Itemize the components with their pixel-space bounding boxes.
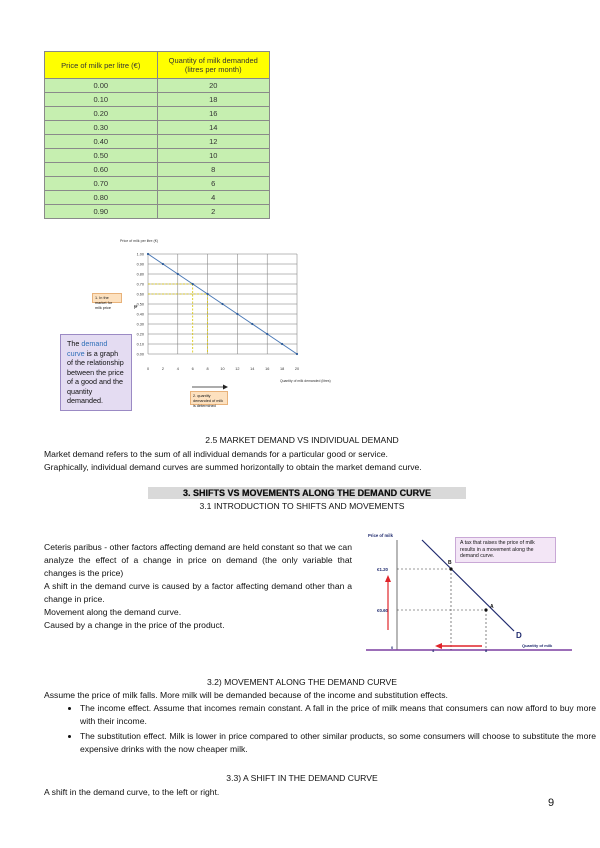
chart1-x-tick-label: 0 — [146, 367, 150, 371]
chart1-y-tick-label: 0.90 — [136, 262, 144, 267]
chart1-x-tick-label: 10 — [220, 367, 225, 371]
price-cell: 0.50 — [45, 149, 158, 163]
price-cell: 0.70 — [45, 177, 158, 191]
table-row — [45, 93, 270, 107]
ceteris-paribus-text: Ceteris paribus - other factors affecting demand are held constant so that we can analyze the effect of a change in price on demand (the only variable that changes is the price) — [44, 542, 352, 578]
chart1-x-tick-label: 8 — [206, 367, 209, 371]
movement-text: Movement along the demand curve. — [44, 607, 182, 617]
chart1-data-point — [207, 293, 209, 295]
chart1-y-axis-label: Price of milk per litre (€) — [120, 239, 158, 243]
table-row — [45, 135, 270, 149]
income-effect-item: • The income effect. Assume that incomes remain constant. A fall in the price of milk means that consumers can now afford to buy more with their income. — [80, 702, 596, 728]
price-cell: 0.00 — [45, 79, 158, 93]
chart1-x-tick-label: 6 — [191, 367, 194, 371]
chart1-x-arrowhead — [223, 385, 228, 390]
chart2-price-low: €0.60 — [377, 608, 388, 613]
movement-cause-text: Caused by a change in the price of the product. — [44, 620, 225, 630]
chart1-data-point — [281, 343, 283, 345]
quantity-callout-text: 2. quantity demanded of milk is determined — [193, 394, 223, 408]
chart1-x-tick-label: 14 — [250, 367, 255, 371]
chart1-y-tick-label: 0.00 — [136, 352, 144, 357]
table-body — [45, 79, 270, 219]
quantity-cell: 14 — [157, 121, 270, 135]
chart1-y-tick-label: 1.00 — [136, 252, 144, 257]
price-callout-text: 1. In the market for milk price — [95, 296, 113, 310]
price-cell: 0.10 — [45, 93, 158, 107]
section-2-5-heading: 2.5 MARKET DEMAND VS INDIVIDUAL DEMAND — [205, 435, 399, 445]
chart1-data-point — [147, 253, 149, 255]
quantity-cell: 10 — [157, 149, 270, 163]
table-row — [45, 149, 270, 163]
chart2-curve-label: D — [516, 631, 522, 640]
quantity-cell: 18 — [157, 93, 270, 107]
chart1-data-point — [192, 283, 194, 285]
definition-text-1: The — [67, 339, 82, 348]
section-3-2-para: Assume the price of milk falls. More milk will be demanded because of the income and substitution effects. — [44, 690, 448, 700]
chart1-y-tick-label: 0.40 — [136, 312, 144, 317]
chart1-data-point — [177, 273, 179, 275]
table-row — [45, 79, 270, 93]
price-cell: 0.30 — [45, 121, 158, 135]
section-2-5-para-2: Graphically, individual demand curves are summed horizontally to obtain the market demand curve. — [44, 462, 422, 472]
chart1-data-point — [266, 333, 268, 335]
chart2-point-b — [449, 567, 452, 570]
table-row — [45, 163, 270, 177]
effects-list — [44, 702, 596, 758]
section-3-heading: 3. SHIFTS VS MOVEMENTS ALONG THE DEMAND CURVE — [148, 487, 466, 499]
quantity-cell: 16 — [157, 107, 270, 121]
quantity-cell: 20 — [157, 79, 270, 93]
chart2-origin: 0 — [391, 645, 394, 650]
chart2-x-axis-label: Quantity of milk — [522, 643, 553, 648]
tax-callout-text: A tax that raises the price of milk results in a movement along the demand curve. — [460, 540, 535, 559]
tax-callout — [455, 537, 556, 563]
price-cell: 0.90 — [45, 205, 158, 219]
chart2-point-b-label: B — [448, 560, 452, 566]
chart2-point-a — [484, 608, 487, 611]
definition-text-2: is a graph of the relationship between the price of a good and the quantity demanded. — [67, 348, 124, 405]
chart1-y-tick-label: 0.80 — [136, 272, 144, 277]
chart1-x-tick-label: 2 — [161, 367, 164, 371]
section-3-3-heading: 3.3) A SHIFT IN THE DEMAND CURVE — [226, 773, 378, 783]
chart2-point-a-label: A — [490, 604, 494, 610]
chart1-data-point — [251, 323, 253, 325]
page-number: 9 — [548, 797, 555, 809]
shift-definition-text: A shift in the demand curve is caused by a factor affecting demand other than a change in price. — [44, 581, 352, 604]
price-cell: 0.20 — [45, 107, 158, 121]
section-2-5-para-1: Market demand refers to the sum of all individual demands for a particular good or service. — [44, 449, 388, 459]
chart1-y-ticks — [137, 252, 144, 356]
price-cell: 0.60 — [45, 163, 158, 177]
table-header-price: Price of milk per litre (€) — [45, 52, 158, 79]
quantity-cell: 6 — [157, 177, 270, 191]
table-row — [45, 121, 270, 135]
section-3-1-text — [44, 541, 352, 632]
substitution-effect-item: • The substitution effect. Milk is lower in price compared to other similar products, so some consumers will choose to substitute the more expensive drinks with the now cheaper milk. — [80, 730, 596, 756]
table-header-quantity: Quantity of milk demanded (litres per month) — [157, 52, 270, 79]
chart1-x-tick-label: 4 — [176, 367, 179, 371]
chart2-y-axis-label: Price of milk — [368, 533, 393, 538]
chart1-data-point — [236, 313, 238, 315]
chart1-x-tick-label: 20 — [294, 367, 300, 371]
chart1-y-tick-label: 0.70 — [136, 282, 144, 287]
table-header-row — [45, 52, 270, 79]
chart1-data-point — [296, 353, 298, 355]
chart1-data-point — [221, 303, 223, 305]
price-cell: 0.40 — [45, 135, 158, 149]
definition-highlight: demand curve — [67, 339, 108, 358]
chart1-y-tick-label: 0.10 — [136, 342, 144, 347]
quantity-cell: 2 — [157, 205, 270, 219]
chart1-x-tick-label: 12 — [235, 367, 240, 371]
section-3-3-para: A shift in the demand curve, to the left or right. — [44, 787, 220, 797]
quantity-callout — [190, 391, 228, 408]
section-3-2-heading: 3.2) MOVEMENT ALONG THE DEMAND CURVE — [206, 677, 398, 687]
table-row — [45, 177, 270, 191]
milk-demand-table — [44, 51, 270, 219]
chart2-qty-high: 8 — [485, 648, 488, 653]
section-3-1-heading: 3.1 INTRODUCTION TO SHIFTS AND MOVEMENTS — [199, 501, 405, 511]
price-callout — [92, 293, 122, 310]
chart1-x-ticks — [147, 367, 299, 371]
price-cell: 0.80 — [45, 191, 158, 205]
table-row — [45, 205, 270, 219]
table-row — [45, 107, 270, 121]
chart1-data-point — [162, 263, 164, 265]
table-row — [45, 191, 270, 205]
chart1-y-axis-symbol: ₱ — [134, 305, 138, 311]
chart1-y-tick-label: 0.30 — [136, 322, 144, 327]
chart2-qty-low: 4 — [432, 648, 435, 653]
chart1-y-tick-label: 0.60 — [136, 292, 144, 297]
chart1-x-axis-label: Quantity of milk demanded (litres) — [280, 379, 331, 383]
chart1-x-tick-label: 18 — [279, 367, 285, 371]
chart1-y-tick-label: 0.50 — [136, 302, 144, 307]
chart1-x-tick-label: 16 — [265, 367, 270, 371]
demand-definition-callout — [60, 334, 132, 411]
quantity-cell: 4 — [157, 191, 270, 205]
chart2-price-high: €1.20 — [377, 567, 388, 572]
quantity-cell: 12 — [157, 135, 270, 149]
quantity-cell: 8 — [157, 163, 270, 177]
chart1-y-tick-label: 0.20 — [136, 332, 144, 337]
